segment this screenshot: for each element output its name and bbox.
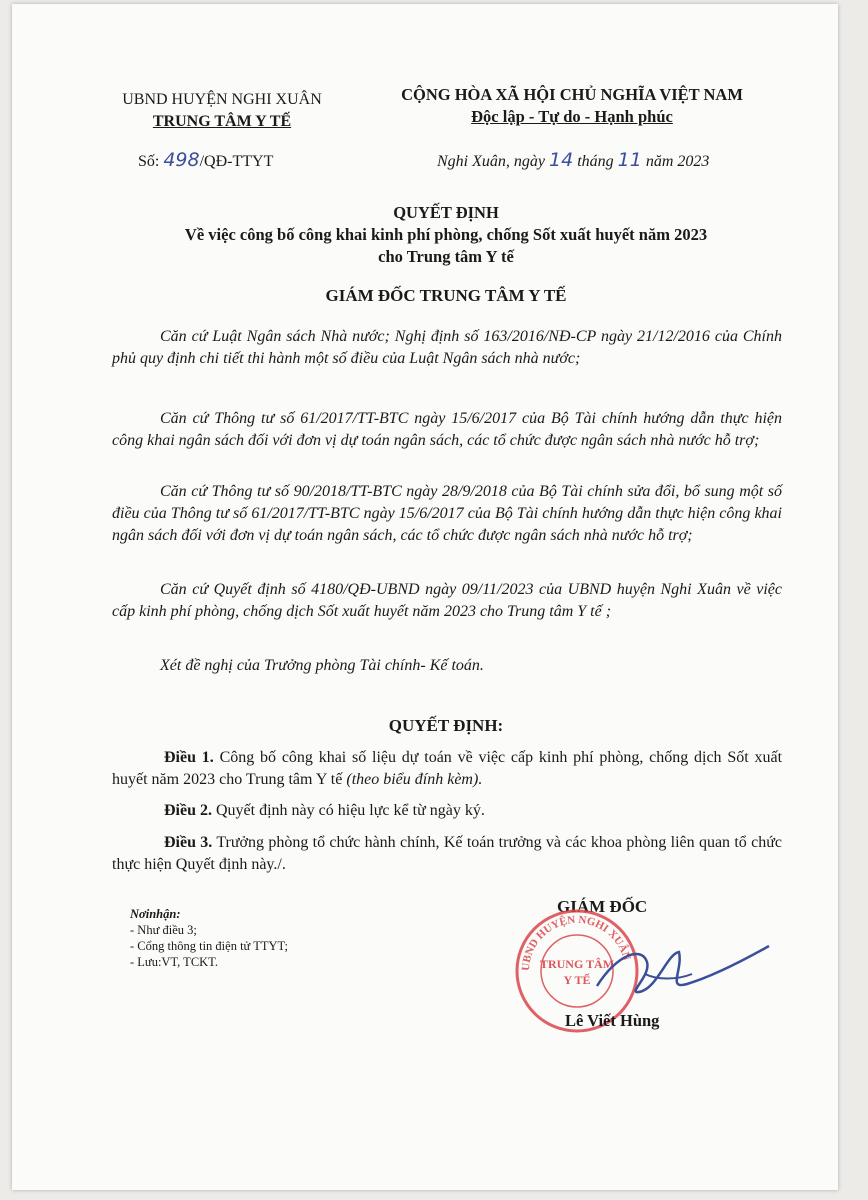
recipient-item: - Cổng thông tin điện tử TTYT; [130, 939, 288, 953]
preamble-paragraph: Căn cứ Thông tư số 90/2018/TT-BTC ngày 28/9/2018 của Bộ Tài chính sửa đổi, bổ sung một số điều của Thông tư số 61/2017/TT-BTC ngày 15/6/2017 của Bộ Tài chính hướng dẫn thực hiện công khai ngân sách đối với đơn vị dự toán ngân sách, các tổ chức được ngân sách nhà nước hỗ trợ; [112, 483, 782, 544]
national-motto: Độc lập - Tự do - Hạnh phúc [471, 107, 673, 126]
handwritten-signature [587, 934, 777, 1014]
issuing-authority: GIÁM ĐỐC TRUNG TÂM Y TẾ [325, 286, 567, 305]
recipient-item: - Lưu:VT, TCKT. [130, 955, 219, 969]
signer-name: Lê Viết Hùng [565, 1011, 660, 1030]
svg-text:Y TẾ: Y TẾ [563, 973, 591, 987]
article-3: Điều 3. Trưởng phòng tổ chức hành chính, Kế toán trưởng và các khoa phòng liên quan tổ chức thực hiện Quyết định này./. [112, 834, 782, 873]
article-2: Điều 2. Quyết định này có hiệu lực kể từ ngày ký. [164, 802, 485, 819]
country-name: CỘNG HÒA XÃ HỘI CHỦ NGHĨA VIỆT NAM [401, 85, 743, 104]
decision-heading: QUYẾT ĐỊNH: [388, 716, 504, 735]
title-line-2: cho Trung tâm Y tế [378, 247, 514, 266]
document-kind: QUYẾT ĐỊNH [393, 203, 499, 222]
recipients-title: Nơinhận: [130, 907, 181, 921]
svg-text:TRUNG TÂM: TRUNG TÂM [539, 957, 615, 971]
agency-name: UBND HUYỆN NGHI XUÂN [122, 91, 322, 108]
handwritten-day: 14 [549, 149, 574, 171]
preamble-paragraph: Căn cứ Quyết định số 4180/QĐ-UBND ngày 09/11/2023 của UBND huyện Nghi Xuân về việc cấp kinh phí phòng, chống dịch Sốt xuất huyết năm 2023 cho Trung tâm Y tế ; [112, 581, 782, 620]
svg-text:UBND HUYỆN NGHI XUÂN: UBND HUYỆN NGHI XUÂN [519, 913, 633, 972]
header-left [107, 89, 337, 133]
preamble-paragraph: Căn cứ Thông tư số 61/2017/TT-BTC ngày 15/6/2017 của Bộ Tài chính hướng dẫn thực hiện công khai ngân sách đối với đơn vị dự toán ngân sách, các tổ chức được ngân sách nhà nước hỗ trợ; [112, 410, 782, 449]
date-line: Nghi Xuân, ngày 14 tháng 11 năm 2023 [437, 149, 710, 171]
document-number: Số: 498/QĐ-TTYT [138, 149, 274, 171]
article-1: Điều 1. Công bố công khai số liệu dự toán về việc cấp kinh phí phòng, chống dịch Sốt xuất huyết năm 2023 cho Trung tâm Y tế (theo biểu đính kèm). [112, 749, 783, 788]
document-title [112, 202, 780, 268]
header-right [372, 84, 772, 128]
signer-title: GIÁM ĐỐC [557, 897, 648, 916]
preamble-paragraph: Căn cứ Luật Ngân sách Nhà nước; Nghị định số 163/2016/NĐ-CP ngày 21/12/2016 của Chính phủ quy định chi tiết thi hành một số điều của Luật Ngân sách nhà nước; [112, 328, 782, 367]
organization-name: TRUNG TÂM Y TẾ [152, 113, 292, 130]
document-page [12, 4, 838, 1190]
recipient-item: - Như điều 3; [130, 923, 197, 937]
handwritten-number: 498 [163, 149, 200, 171]
handwritten-month: 11 [617, 149, 642, 171]
recipients-block [130, 906, 288, 970]
title-line-1: Về việc công bố công khai kinh phí phòng, chống Sốt xuất huyết năm 2023 [184, 225, 708, 244]
preamble-paragraph: Xét đề nghị của Trưởng phòng Tài chính- Kế toán. [160, 657, 484, 674]
